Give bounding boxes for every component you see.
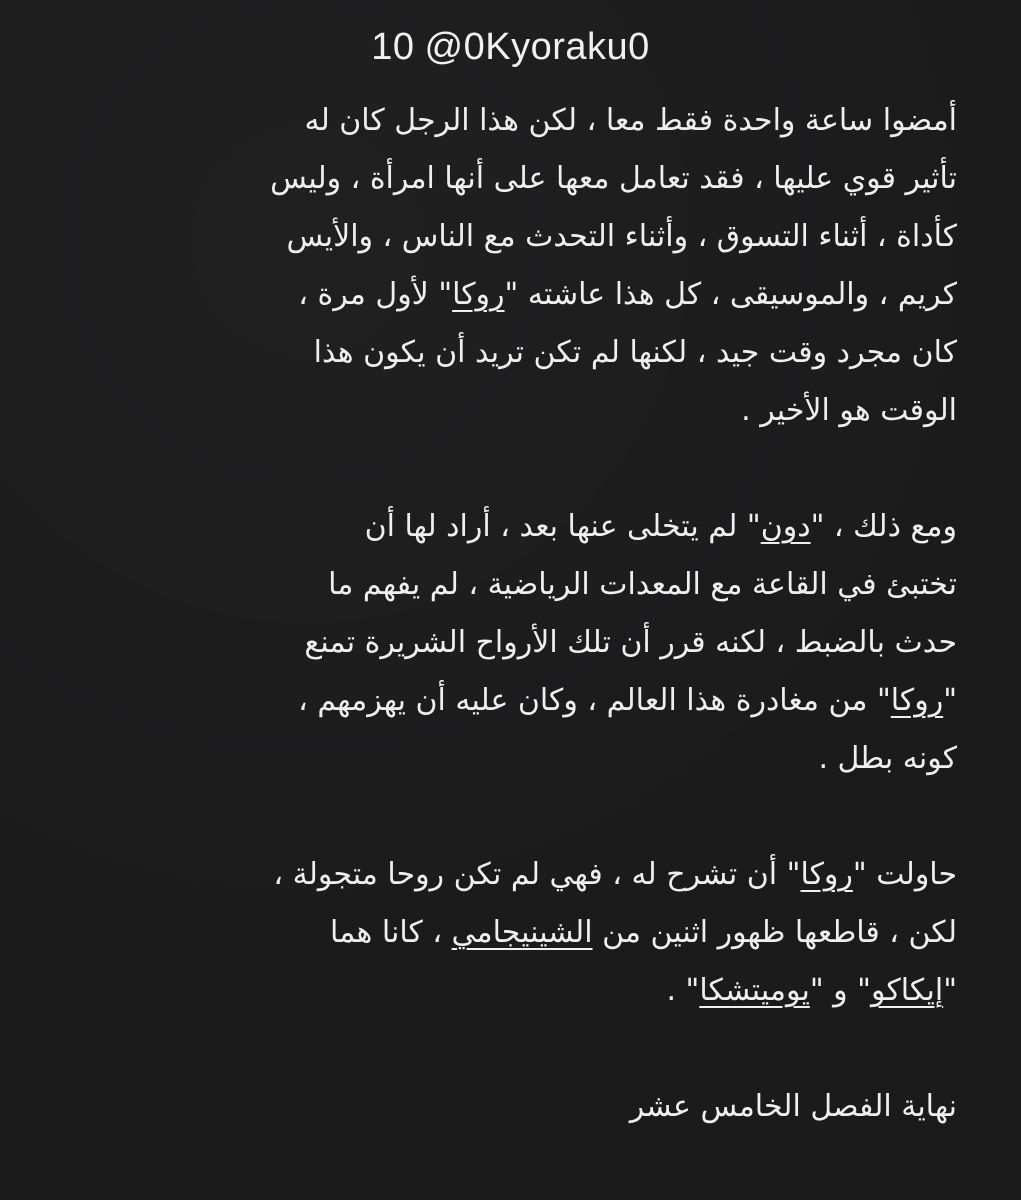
text-line: تأثير قوي عليها ، فقد تعامل معها على أنها امرأة ، وليس <box>270 161 957 196</box>
character-name-roka: روكا <box>452 277 505 312</box>
text-line <box>57 846 957 904</box>
text-segment: كريم ، والموسيقى ، كل هذا عاشته " <box>504 277 957 312</box>
text-segment: " من مغادرة هذا العالم ، وكان عليه أن يهزمهم ، <box>298 683 891 718</box>
text-segment: " أن تشرح له ، فهي لم تكن روحا متجولة ، <box>273 857 801 892</box>
text-line: حدث بالضبط ، لكنه قرر أن تلك الأرواح الشريرة تمنع <box>304 625 957 660</box>
text-segment: حاولت " <box>852 857 957 892</box>
character-name-don: دون <box>760 509 811 544</box>
text-line: تختبئ في القاعة مع المعدات الرياضية ، لم يفهم ما <box>328 567 957 602</box>
text-line <box>57 672 957 730</box>
character-name-yumichika: يوميتشكا <box>699 973 810 1008</box>
chapter-part-number: 10 <box>371 26 415 68</box>
text-segment: " <box>943 973 957 1008</box>
text-segment: " لأول مرة ، <box>298 277 453 312</box>
author-handle: @0Kyoraku0 <box>424 26 650 68</box>
paragraph-1 <box>57 92 957 440</box>
paragraph-spacer <box>57 1020 957 1078</box>
term-shinigami: الشينيجامي <box>451 915 593 950</box>
text-segment: " . <box>666 973 700 1008</box>
text-line: الوقت هو الأخير . <box>741 393 957 428</box>
page-header <box>0 26 1021 69</box>
text-line: كان مجرد وقت جيد ، لكنها لم تكن تريد أن يكون هذا <box>313 335 957 370</box>
text-line <box>57 962 957 1020</box>
chapter-end-text: نهاية الفصل الخامس عشر <box>629 1089 957 1124</box>
text-segment: لكن ، قاطعها ظهور اثنين من <box>592 915 957 950</box>
text-line <box>57 904 957 962</box>
paragraph-spacer <box>57 440 957 498</box>
text-segment: " لم يتخلى عنها بعد ، أراد لها أن <box>364 509 761 544</box>
paragraph-3 <box>57 846 957 1020</box>
paragraph-spacer <box>57 788 957 846</box>
character-name-ikkaku: إيكاكو <box>871 973 944 1008</box>
story-text <box>57 92 957 1136</box>
character-name-roka: روكا <box>890 683 944 718</box>
text-segment: ومع ذلك ، " <box>810 509 957 544</box>
text-segment: " و " <box>809 973 871 1008</box>
text-line <box>57 266 957 324</box>
paragraph-2 <box>57 498 957 788</box>
character-name-roka: روكا <box>800 857 853 892</box>
text-line: كونه بطل . <box>818 741 957 776</box>
text-segment: " <box>943 683 957 718</box>
text-segment: ، كانا هما <box>330 915 452 950</box>
text-line <box>57 498 957 556</box>
text-line: أمضوا ساعة واحدة فقط معا ، لكن هذا الرجل كان له <box>304 103 957 138</box>
text-line: كأداة ، أثناء التسوق ، وأثناء التحدث مع الناس ، والأيس <box>286 219 957 254</box>
